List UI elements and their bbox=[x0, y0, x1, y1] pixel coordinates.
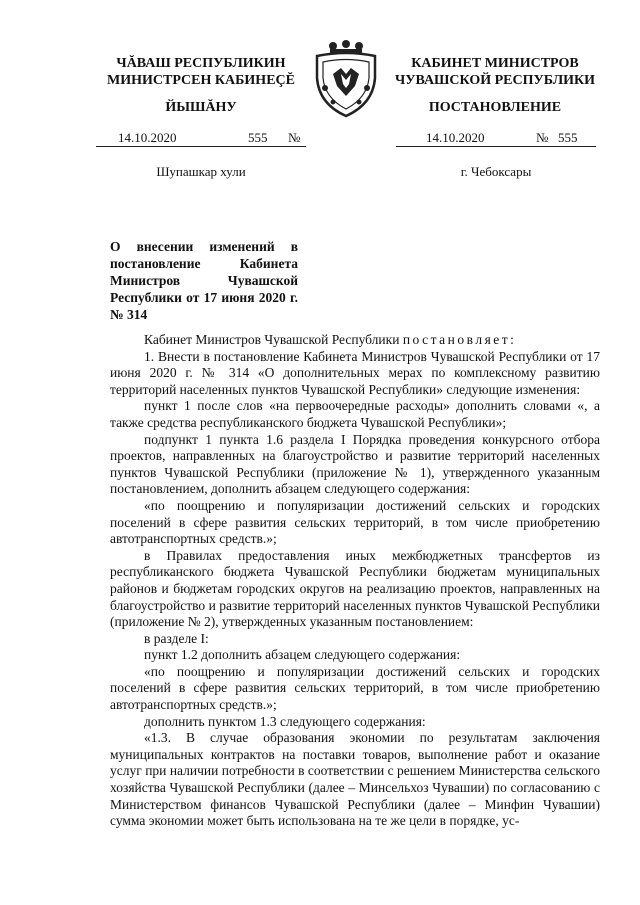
body-paragraph: «1.3. В случае образования экономии по результатам заключения муниципальных контрактов на поставки товаров, выполнение работ и оказание услуг при наличии потребности в соответствии с решением Министерства сельского хозяйства Чувашской Республики (далее – Минсельхоз Чувашии) по согласованию с Министерством финансов Чувашской Республики (далее – Минфин Чувашии) сумма экономии может быть использована на те же цели в порядке, ус- bbox=[110, 730, 600, 829]
number-sign-left: № bbox=[288, 130, 301, 145]
body-paragraph: в Правилах предоставления иных межбюджетных трансфертов из республиканского бюджета Чувашской Республики бюджетам муниципальных районов и бюджетам городских округов на реализацию проектов, направленных на благоустройство и развитие территорий населенных пунктов Чувашской Республики (приложение № 2), утвержденных указанным постановлением: bbox=[110, 547, 600, 630]
document-number-right bbox=[396, 130, 596, 147]
city-right: г. Чебоксары bbox=[460, 164, 532, 179]
date-right: 14.10.2020 bbox=[426, 130, 485, 145]
document-subject: О внесении изменений в постановление Кабинета Министров Чувашской Республики от 17 июня 2020 г. № 314 bbox=[110, 239, 298, 322]
date-left: 14.10.2020 bbox=[118, 130, 177, 145]
body-paragraph: «по поощрению и популяризации достижений сельских и городских поселений в сфере развития сельских территорий, в том числе приобретению автотранспортных средств.»; bbox=[110, 663, 600, 713]
body-paragraph: 1. Внести в постановление Кабинета Министров Чувашской Республики от 17 июня 2020 г. № 314 «О дополнительных мерах по комплексному развитию территорий населенных пунктов Чувашской Республики» следующие изменения: bbox=[110, 348, 600, 397]
header-left bbox=[96, 55, 306, 89]
intro-paragraph bbox=[110, 332, 600, 349]
intro-start: Кабинет Министров Чувашской Республики bbox=[144, 332, 400, 347]
header-right-line2: ЧУВАШСКОЙ РЕСПУБЛИКИ bbox=[394, 73, 596, 88]
header-left-line2: МИНИСТРСЕН КАБИНЕÇĔ bbox=[107, 73, 295, 88]
body-paragraph: в разделе I: bbox=[144, 630, 209, 646]
coat-of-arms-icon bbox=[311, 38, 381, 120]
number-left: 555 bbox=[248, 130, 268, 145]
intro-verb: постановляет: bbox=[402, 332, 517, 347]
document-number-left bbox=[96, 130, 306, 147]
number-sign-right: № bbox=[536, 130, 549, 145]
body-paragraph: пункт 1.2 дополнить абзацем следующего содержания: bbox=[144, 647, 461, 663]
header-right-line1: КАБИНЕТ МИНИСТРОВ bbox=[411, 56, 579, 71]
document-body bbox=[110, 332, 600, 830]
city-left: Шупашкар хули bbox=[156, 164, 246, 179]
body-paragraph: дополнить пунктом 1.3 следующего содержания: bbox=[144, 713, 426, 729]
header-right-title: ПОСТАНОВЛЕНИЕ bbox=[428, 100, 562, 115]
body-paragraph: «по поощрению и популяризации достижений сельских и городских поселений в сфере развития сельских территорий, в том числе приобретению автотранспортных средств.»; bbox=[110, 497, 600, 547]
body-paragraph: подпункт 1 пункта 1.6 раздела I Порядка проведения конкурсного отбора проектов, направленных на благоустройство и развитие территорий населенных пунктов Чувашской Республики (приложение № 1), утвержденного указанным постановлением, дополнить абзацем следующего содержания: bbox=[110, 431, 600, 497]
number-right: 555 bbox=[558, 130, 578, 145]
header-right bbox=[380, 55, 610, 89]
header-left-line1: ЧĂВАШ РЕСПУБЛИКИН bbox=[116, 56, 286, 71]
header-left-title: ЙЫШĂНУ bbox=[165, 100, 237, 115]
body-paragraph: пункт 1 после слов «на первоочередные расходы» дополнить словами «, а также средства республиканского бюджета Чувашской Республики»; bbox=[110, 398, 600, 430]
